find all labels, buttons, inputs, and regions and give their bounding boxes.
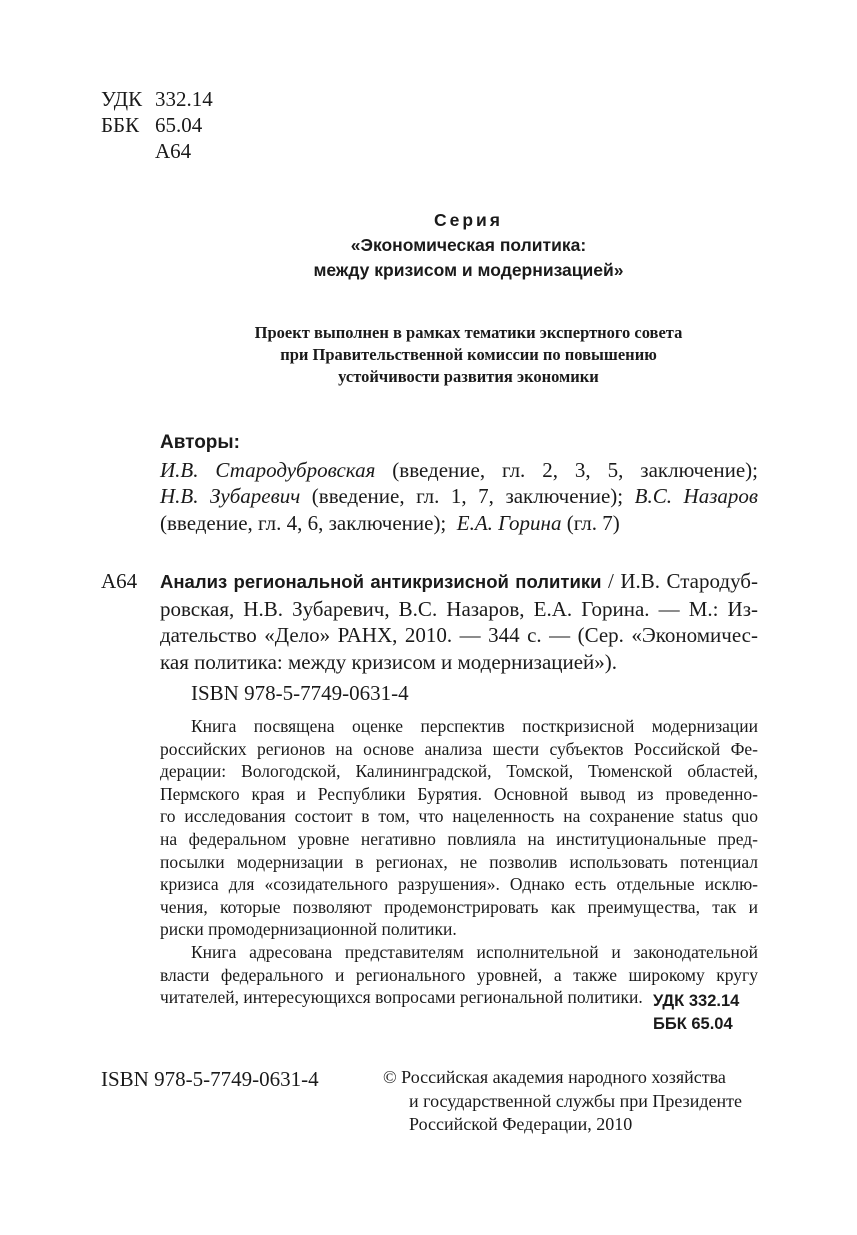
- abstract-line: посылки модернизации в регионах, не позволив использовать потенциал: [160, 851, 758, 872]
- project-line3: устойчивости развития экономики: [338, 367, 599, 386]
- copyright-line1: © Российская академия народного хозяйства: [383, 1067, 726, 1087]
- abstract-line: читателей, интересующихся вопросами региональной политики.: [160, 987, 643, 1008]
- project-line1: Проект выполнен в рамках тематики экспертного совета: [254, 323, 683, 342]
- udk-label: УДК: [101, 87, 143, 111]
- abstract-line: кризиса для «созидательного разрушения». Однако есть отдельные исклю-: [160, 874, 758, 895]
- abstract-line: на федеральном уровне негативно повлияла на институциональные пред-: [160, 828, 758, 849]
- udk-value: 332.14: [155, 87, 213, 111]
- author-mark: А64: [155, 139, 192, 163]
- abstract-line: дерации: Вологодской, Калининградской, Томской, Тюменской областей,: [160, 761, 758, 782]
- biblio-author-mark: А64: [101, 569, 138, 593]
- isbn: ISBN 978-5-7749-0631-4: [191, 681, 409, 705]
- abstract-line: го исследования состоит в том, что нацеленность на сохранение status quo: [160, 806, 758, 827]
- authors-line2: [160, 483, 758, 510]
- author-4-role: (гл. 7): [566, 510, 620, 535]
- footer-classification: [560, 990, 758, 1036]
- abstract-line: власти федерального и регионального уровней, а также широкому кругу: [160, 964, 758, 985]
- author-4-name: Е.А. Горина: [456, 510, 562, 535]
- abstract-line: чения, которые позволяют продемонстрировать как преимущества, так и: [160, 896, 758, 917]
- abstract: [160, 715, 758, 1009]
- bbk-row: [101, 112, 213, 138]
- footer-udk: УДК 332.14: [653, 992, 740, 1010]
- udk-row: [101, 86, 213, 112]
- copyright-line3: Российской Федерации, 2010: [409, 1114, 633, 1134]
- author-2-role: (введение, гл. 1, 7, заключение);: [311, 484, 624, 508]
- bbk-label: ББК: [101, 113, 140, 137]
- author-3-role: (введение, гл. 4, 6, заключение);: [160, 510, 447, 535]
- authors-line1: [160, 457, 758, 484]
- author-3-name: В.С. Назаров: [634, 484, 759, 508]
- abstract-line: Книга адресована представителям исполнительной и законодательной: [191, 941, 758, 962]
- biblio-line1: [160, 568, 758, 596]
- classification-block: [101, 86, 213, 164]
- biblio-line2: ровская, Н.В. Зубаревич, В.С. Назаров, Е.А. Горина. — М.: Из-: [160, 596, 758, 621]
- biblio-text: [160, 568, 758, 675]
- author-1-role: (введение, гл. 2, 3, 5, заключение);: [392, 457, 758, 482]
- biblio-line4: кая политика: между кризисом и модернизацией»).: [160, 649, 618, 674]
- series-heading: Серия: [433, 210, 504, 230]
- bbk-value: 65.04: [155, 113, 203, 137]
- abstract-line: риски промодернизационной политики.: [160, 919, 457, 940]
- author-1-name: И.В. Стародубровская: [160, 457, 376, 482]
- series-block: [160, 208, 777, 283]
- biblio-line3: дательство «Дело» РАНХ, 2010. — 344 с. — (Сер. «Экономичес-: [160, 623, 758, 647]
- series-title-line2: между кризисом и модернизацией»: [313, 260, 624, 280]
- biblio-line1-rest: / И.В. Стародуб-: [601, 569, 758, 593]
- book-title: Анализ региональной антикризисной политики: [160, 571, 602, 592]
- project-line2: при Правительственной комиссии по повышению: [280, 345, 657, 364]
- series-title-line1: «Экономическая политика:: [350, 235, 587, 255]
- authors-heading: Авторы:: [160, 432, 240, 453]
- abstract-line: Книга посвящена оценке перспектив посткризисной модернизации: [191, 716, 758, 736]
- footer-isbn: ISBN 978-5-7749-0631-4: [101, 1067, 319, 1091]
- authors-line3: [160, 510, 758, 537]
- copyright-notice: [383, 1066, 742, 1137]
- author-2-name: Н.В. Зубаревич: [160, 484, 301, 508]
- project-note: [160, 322, 777, 388]
- copyright-line2: и государственной службы при Президенте: [409, 1090, 742, 1111]
- abstract-line: Пермского края и Республики Бурятия. Основной вывод из проведенно-: [160, 783, 758, 804]
- footer-bbk: ББК 65.04: [653, 1015, 733, 1033]
- abstract-line: российских регионов на основе анализа шести субъектов Российской Фе-: [160, 738, 758, 759]
- authors-block: [160, 430, 758, 536]
